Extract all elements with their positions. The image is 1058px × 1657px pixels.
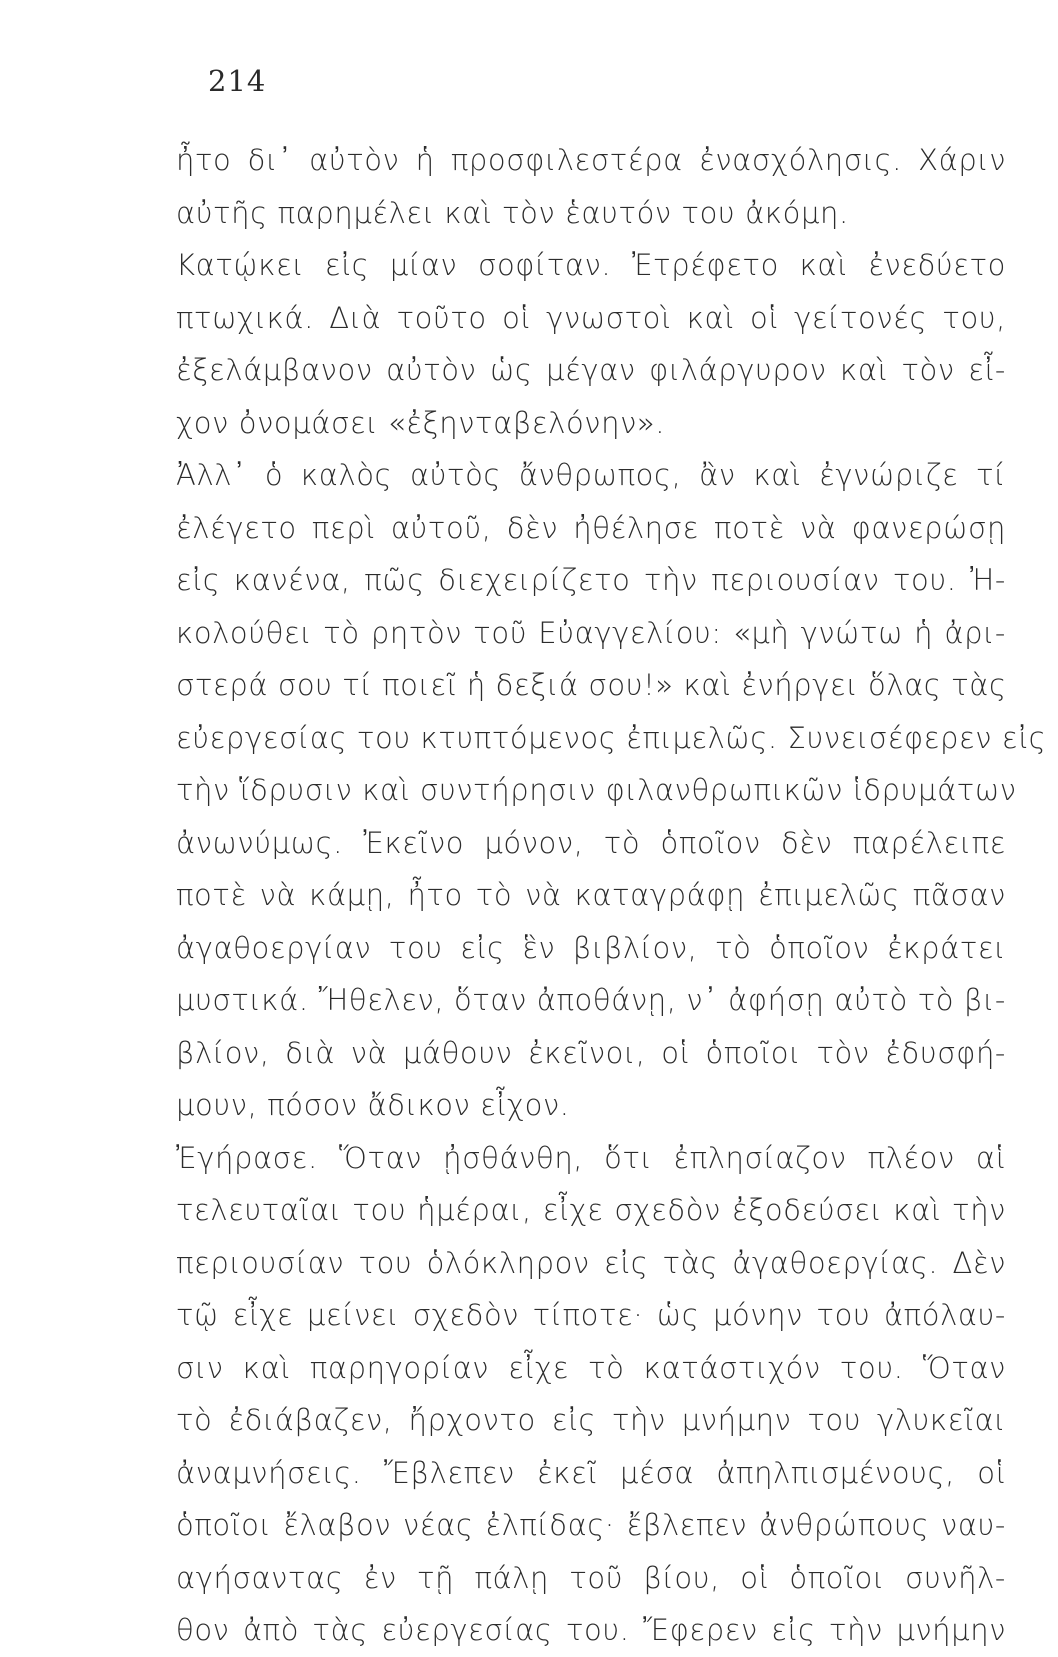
text-line: μυστικά. Ἤθελεν, ὅταν ἀποθάνῃ, ν᾽ ἀφήσῃ αὐτὸ τὸ βι- [176,983,1006,1017]
text-line: χον ὀνομάσει «ἐξηνταβελόνην». [176,405,666,440]
text-line: ἀναμνήσεις. Ἔβλεπεν ἐκεῖ μέσα ἀπηλπισμένους, οἱ [176,1455,1006,1490]
text-line: Ἐγήρασε. Ὅταν ᾐσθάνθη, ὅτι ἐπλησίαζον πλέον αἱ [176,1140,1006,1175]
text-line: τελευταῖαι του ἡμέραι, εἶχε σχεδὸν ἐξοδεύσει καὶ τὴν [176,1193,1006,1227]
text-line: εὐεργεσίας του κτυπτόμενος ἐπιμελῶς. Συνεισέφερεν εἰς [176,720,1047,755]
text-line: Κατῴκει εἰς μίαν σοφίταν. Ἐτρέφετο καὶ ἐνεδύετο [176,248,1006,282]
text-line: πτωχικά. Διὰ τοῦτο οἱ γνωστοὶ καὶ οἱ γείτονές του, [176,300,1006,335]
text-line: μουν, πόσον ἄδικον εἶχον. [176,1088,570,1122]
text-line: τῷ εἶχε μείνει σχεδὸν τίποτε· ὡς μόνην του ἀπόλαυ- [176,1298,1006,1332]
text-line: ἦτο δι᾽ αὐτὸν ἡ προσφιλεστέρα ἐνασχόλησις. Χάριν [176,143,1006,177]
text-line: τὴν ἵδρυσιν καὶ συντήρησιν φιλανθρωπικῶν ἱδρυμάτων [176,773,1017,807]
text-line: ποτὲ νὰ κάμῃ, ἦτο τὸ νὰ καταγράφῃ ἐπιμελῶς πᾶσαν [176,878,1006,912]
text-line: ὁποῖοι ἔλαβον νέας ἐλπίδας· ἔβλεπεν ἀνθρώπους ναυ- [176,1508,1006,1542]
text-line: αγήσαντας ἐν τῇ πάλῃ τοῦ βίου, οἱ ὁποῖοι συνῆλ- [176,1560,1006,1595]
text-line: βλίον, διὰ νὰ μάθουν ἐκεῖνοι, οἱ ὁποῖοι τὸν ἐδυσφή- [176,1035,1006,1070]
text-line: εἰς κανένα, πῶς διεχειρίζετο τὴν περιουσίαν του. Ἠ- [176,563,1006,597]
text-line: τὸ ἐδιάβαζεν, ἤρχοντο εἰς τὴν μνήμην του γλυκεῖαι [176,1403,1006,1437]
text-line: σιν καὶ παρηγορίαν εἶχε τὸ κατάστιχόν του. Ὅταν [176,1350,1006,1385]
text-line: περιουσίαν του ὁλόκληρον εἰς τὰς ἀγαθοεργίας. Δὲν [176,1245,1006,1280]
text-line: αὐτῆς παρημέλει καὶ τὸν ἑαυτόν του ἀκόμη. [176,195,849,230]
text-line: στερά σου τί ποιεῖ ἡ δεξιά σου!» καὶ ἐνήργει ὅλας τὰς [176,668,1007,702]
text-line: Ἀλλ᾽ ὁ καλὸς αὐτὸς ἄνθρωπος, ἂν καὶ ἐγνώριζε τί [176,458,1006,492]
text-line: θον ἀπὸ τὰς εὐεργεσίας του. Ἔφερεν εἰς τὴν μνήμην [176,1613,1006,1647]
body-text [176,134,1047,1657]
page-number: 214 [208,64,267,98]
text-line: ἀνωνύμως. Ἐκεῖνο μόνον, τὸ ὁποῖον δὲν παρέλειπε [176,825,1006,860]
text-line: κολούθει τὸ ρητὸν τοῦ Εὐαγγελίου: «μὴ γνώτω ἡ ἀρι- [176,615,1006,650]
text-line: ἀγαθοεργίαν του εἰς ἓν βιβλίον, τὸ ὁποῖον ἐκράτει [176,930,1006,965]
text-line: ἐλέγετο περὶ αὐτοῦ, δὲν ἠθέλησε ποτὲ νὰ φανερώσῃ [176,510,1006,545]
text-line: ἐξελάμβανον αὐτὸν ὡς μέγαν φιλάργυρον καὶ τὸν εἶ- [176,353,1006,387]
